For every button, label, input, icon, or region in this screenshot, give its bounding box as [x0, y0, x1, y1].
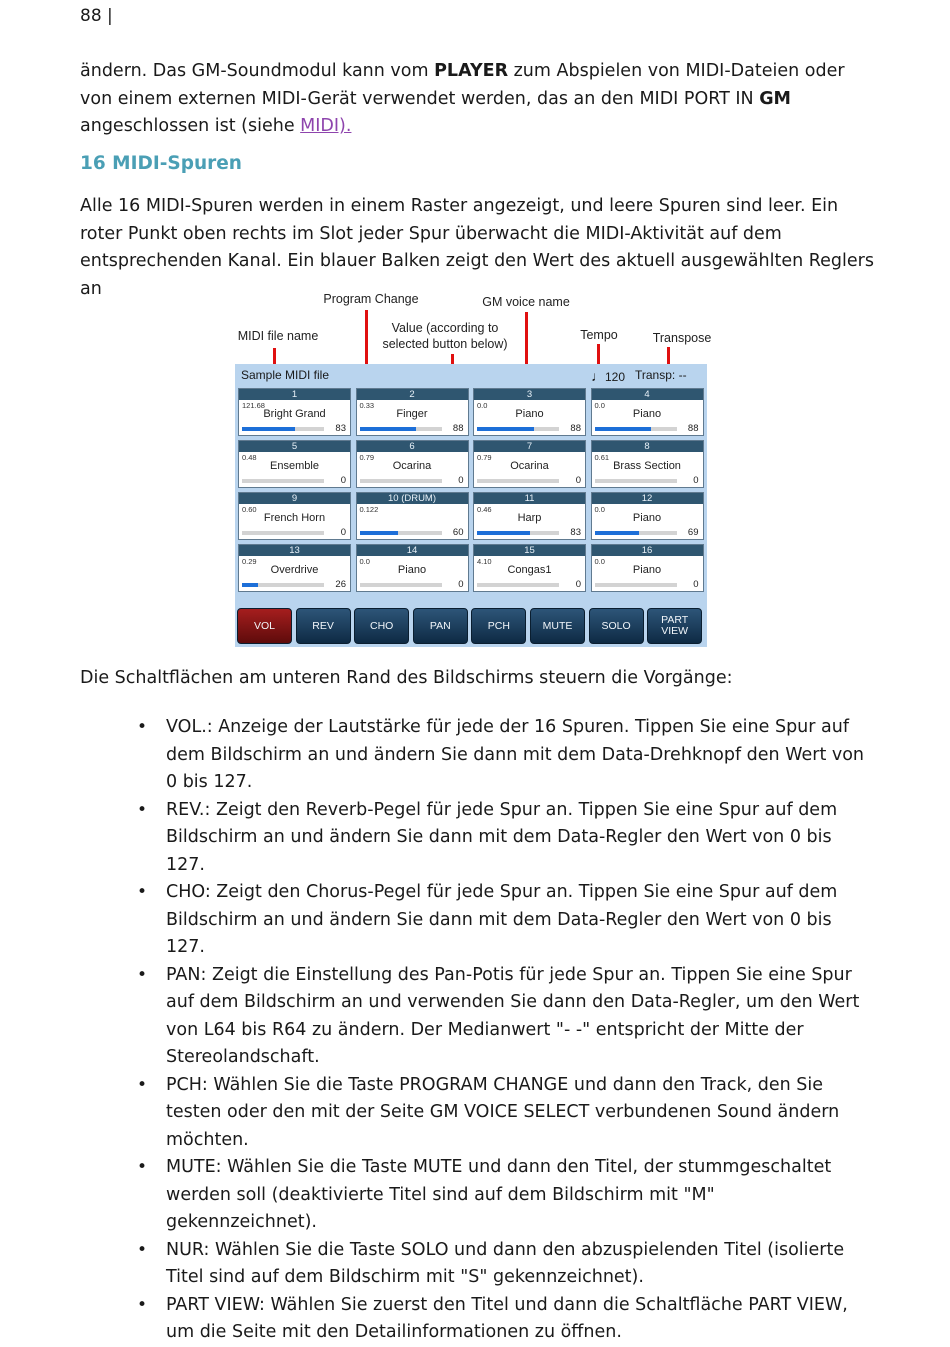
program-change-value: 0.0: [359, 557, 370, 566]
list-item: • PCH: Wählen Sie die Taste PROGRAM CHANGE und dann den Track, den Sie testen oder den mit der Seite GM VOICE SELECT verbundenen Sound ändern möchten.: [80, 1072, 870, 1155]
track-slot[interactable]: [473, 492, 586, 540]
function-button-cho[interactable]: CHO: [354, 608, 409, 644]
track-slot[interactable]: [591, 388, 704, 436]
midi-file-title: Sample MIDI file: [241, 368, 330, 382]
list-item: • REV.: Zeigt den Reverb-Pegel für jede Spur an. Tippen Sie eine Spur auf dem Bildschirm an und ändern Sie dann mit dem Data-Regler den Wert von 0 bis 127.: [80, 797, 870, 880]
value-bar: [595, 479, 677, 483]
parameter-value: 26: [335, 579, 346, 590]
parameter-value: 0: [693, 475, 699, 486]
track-number: 2: [357, 389, 468, 400]
voice-name: Bright Grand: [263, 408, 326, 420]
program-change-value: 0.79: [359, 453, 375, 462]
track-slot[interactable]: [238, 440, 351, 488]
function-button-solo[interactable]: SOLO: [589, 608, 644, 644]
value-bar: [360, 583, 442, 587]
track-number: 7: [474, 441, 585, 452]
section-heading: 16 MIDI-Spuren: [80, 153, 242, 174]
list-item: • MUTE: Wählen Sie die Taste MUTE und dann den Titel, der stummgeschaltet werden soll (deaktivierte Titel sind auf dem Bildschirm mit "M" gekennzeichnet).: [80, 1154, 870, 1237]
track-slot[interactable]: [591, 544, 704, 592]
value-bar: [242, 531, 324, 535]
track-number: 12: [592, 493, 703, 504]
callout-transpose: Transpose: [652, 331, 712, 345]
page-number: 88 |: [80, 6, 113, 26]
parameter-value: 69: [687, 527, 699, 538]
program-change-value: 0.48: [242, 453, 257, 462]
program-change-value: 0.29: [242, 557, 257, 566]
parameter-value: 83: [570, 527, 581, 538]
track-number: 10 (DRUM): [357, 493, 468, 504]
intro-bold-player: PLAYER: [434, 61, 509, 81]
program-change-value: 0.0: [477, 401, 488, 410]
track-slot[interactable]: [591, 440, 704, 488]
transpose-display: Transp: --: [635, 368, 687, 382]
function-list: [80, 714, 870, 1347]
value-bar-fill: [242, 427, 295, 431]
program-change-value: 0.79: [477, 453, 492, 462]
voice-name: Piano: [632, 408, 662, 420]
callout-value: Value (according to selected button below): [382, 321, 508, 351]
value-bar: [477, 583, 559, 587]
track-number: 9: [239, 493, 350, 504]
program-change-value: 4.10: [477, 557, 492, 566]
program-change-value: 121.68: [242, 401, 265, 410]
track-slot[interactable]: [238, 492, 351, 540]
program-change-value: 0.122: [359, 505, 379, 514]
value-bar: [595, 427, 677, 431]
function-button-pan[interactable]: PAN: [413, 608, 468, 644]
value-bar: [242, 583, 324, 587]
track-number: 15: [474, 545, 585, 556]
voice-name: French Horn: [263, 512, 326, 524]
function-button-rev[interactable]: REV: [296, 608, 351, 644]
list-item: • NUR: Wählen Sie die Taste SOLO und dann den abzuspielenden Titel (isolierte Titel sind auf dem Bildschirm mit "S" gekennzeichnet).: [80, 1237, 870, 1292]
track-number: 13: [239, 545, 350, 556]
program-change-value: 0.61: [594, 453, 610, 462]
description-paragraph: Alle 16 MIDI-Spuren werden in einem Raster angezeigt, und leere Spuren sind leer. Ein roter Punkt oben rechts im Slot jeder Spur überwacht die MIDI-Aktivität auf dem entsprechenden Kanal. Ein blauer Balken zeigt den Wert des aktuell ausgewählten Reglers an: [80, 196, 874, 299]
track-number: 4: [592, 389, 703, 400]
note-icon: ♩: [591, 368, 605, 384]
voice-name: Finger: [396, 408, 428, 420]
voice-name: Brass Section: [613, 460, 681, 472]
intro-text-1: ändern. Das GM-Soundmodul kann vom: [80, 61, 435, 81]
program-change-value: 0.0: [594, 505, 605, 514]
voice-name: Piano: [632, 512, 662, 524]
parameter-value: 0: [340, 527, 346, 538]
value-bar: [360, 427, 442, 431]
value-bar: [595, 531, 677, 535]
intro-paragraph: [80, 58, 880, 141]
value-bar-fill: [477, 427, 534, 431]
track-number: 8: [592, 441, 703, 452]
intro-bold-gm: GM: [759, 88, 791, 109]
parameter-value: 88: [570, 423, 581, 434]
value-bar-fill: [360, 531, 399, 535]
value-bar: [477, 479, 559, 483]
voice-name: Congas1: [507, 564, 552, 576]
voice-name: Harp: [517, 512, 542, 524]
value-bar: [595, 583, 677, 587]
parameter-value: 83: [335, 423, 346, 434]
value-bar: [242, 479, 324, 483]
parameter-value: 0: [575, 579, 581, 590]
program-change-value: 0.60: [242, 505, 257, 514]
program-change-value: 0.0: [594, 557, 605, 566]
track-slot[interactable]: [473, 440, 586, 488]
callout-gm-voice-name: GM voice name: [482, 295, 570, 309]
parameter-value: 0: [575, 475, 581, 486]
tempo-display: [591, 368, 625, 384]
parameter-value: 0: [458, 579, 464, 590]
track-slot[interactable]: [356, 440, 469, 488]
track-number: 11: [474, 493, 585, 504]
value-bar: [477, 531, 559, 535]
parameter-value: 60: [452, 527, 464, 538]
function-button-pch[interactable]: PCH: [471, 608, 526, 644]
voice-name: Piano: [397, 564, 427, 576]
voice-name: Ensemble: [270, 460, 319, 472]
track-grid: [238, 388, 704, 598]
program-change-value: 0.46: [477, 505, 492, 514]
intro-text-3: angeschlossen ist (siehe: [80, 116, 301, 136]
list-item: • PAN: Zeigt die Einstellung des Pan-Potis für jede Spur an. Tippen Sie eine Spur auf dem Bildschirm an und verwenden Sie dann den Data-Regler, um den Wert von L64 bis R64 zu ändern. Der Medianwert "- -" entspricht der Mitte der Stereolandschaft.: [80, 962, 870, 1072]
buttons-intro: Die Schaltflächen am unteren Rand des Bildschirms steuern die Vorgänge:: [80, 668, 733, 688]
midi-player-screen: [235, 364, 707, 647]
track-number: 6: [357, 441, 468, 452]
list-item: • CHO: Zeigt den Chorus-Pegel für jede Spur an. Tippen Sie eine Spur auf dem Bildschirm an und ändern Sie dann mit dem Data-Regler den Wert von 0 bis 127.: [80, 879, 870, 962]
function-button-part-view[interactable]: PART VIEW: [647, 608, 702, 644]
value-bar-fill: [595, 531, 639, 535]
parameter-value: 88: [687, 423, 699, 434]
voice-name: Overdrive: [270, 564, 319, 576]
voice-name: Ocarina: [510, 460, 549, 472]
value-bar-fill: [595, 427, 652, 431]
track-number: 3: [474, 389, 585, 400]
program-change-value: 0.33: [359, 401, 375, 410]
value-bar-fill: [242, 583, 258, 587]
midi-link[interactable]: MIDI).: [300, 116, 352, 136]
track-number: 5: [239, 441, 350, 452]
track-slot[interactable]: [238, 544, 351, 592]
track-slot[interactable]: [473, 544, 586, 592]
list-item: • VOL.: Anzeige der Lautstärke für jede der 16 Spuren. Tippen Sie eine Spur auf dem Bildschirm an und ändern Sie dann mit dem Data-Drehknopf den Wert von 0 bis 127.: [80, 714, 870, 797]
track-slot[interactable]: [591, 492, 704, 540]
callout-midi-file-name: MIDI file name: [237, 329, 319, 343]
parameter-value: 0: [340, 475, 346, 486]
callout-tempo: Tempo: [580, 328, 618, 342]
track-slot[interactable]: [356, 492, 469, 540]
function-button-vol[interactable]: VOL: [237, 608, 292, 644]
track-slot[interactable]: [356, 388, 469, 436]
value-bar-fill: [360, 427, 417, 431]
track-number: 14: [357, 545, 468, 556]
track-slot[interactable]: [238, 388, 351, 436]
voice-name: Ocarina: [392, 460, 432, 472]
callout-program-change: Program Change: [323, 292, 419, 306]
tempo-value: 120: [605, 370, 626, 384]
list-item: • PART VIEW: Wählen Sie zuerst den Titel und dann die Schaltfläche PART VIEW, um die Seite mit den Detailinformationen zu öffnen.: [80, 1292, 870, 1347]
intro-text-2: zum Abspielen von MIDI-Dateien oder von einem externen MIDI-Gerät verwendet werden, das an den MIDI PORT IN: [80, 61, 845, 109]
value-bar-fill: [477, 531, 530, 535]
function-button-mute[interactable]: MUTE: [530, 608, 585, 644]
value-bar: [477, 427, 559, 431]
track-slot[interactable]: [473, 388, 586, 436]
parameter-value: 0: [458, 475, 464, 486]
track-number: 1: [239, 389, 350, 400]
parameter-value: 88: [452, 423, 464, 434]
parameter-value: 0: [693, 579, 699, 590]
value-bar: [360, 531, 442, 535]
track-number: 16: [592, 545, 703, 556]
voice-name: Piano: [632, 564, 662, 576]
track-slot[interactable]: [356, 544, 469, 592]
voice-name: Piano: [515, 408, 544, 420]
value-bar: [242, 427, 324, 431]
value-bar: [360, 479, 442, 483]
function-button-row: [237, 608, 705, 644]
program-change-value: 0.0: [594, 401, 605, 410]
